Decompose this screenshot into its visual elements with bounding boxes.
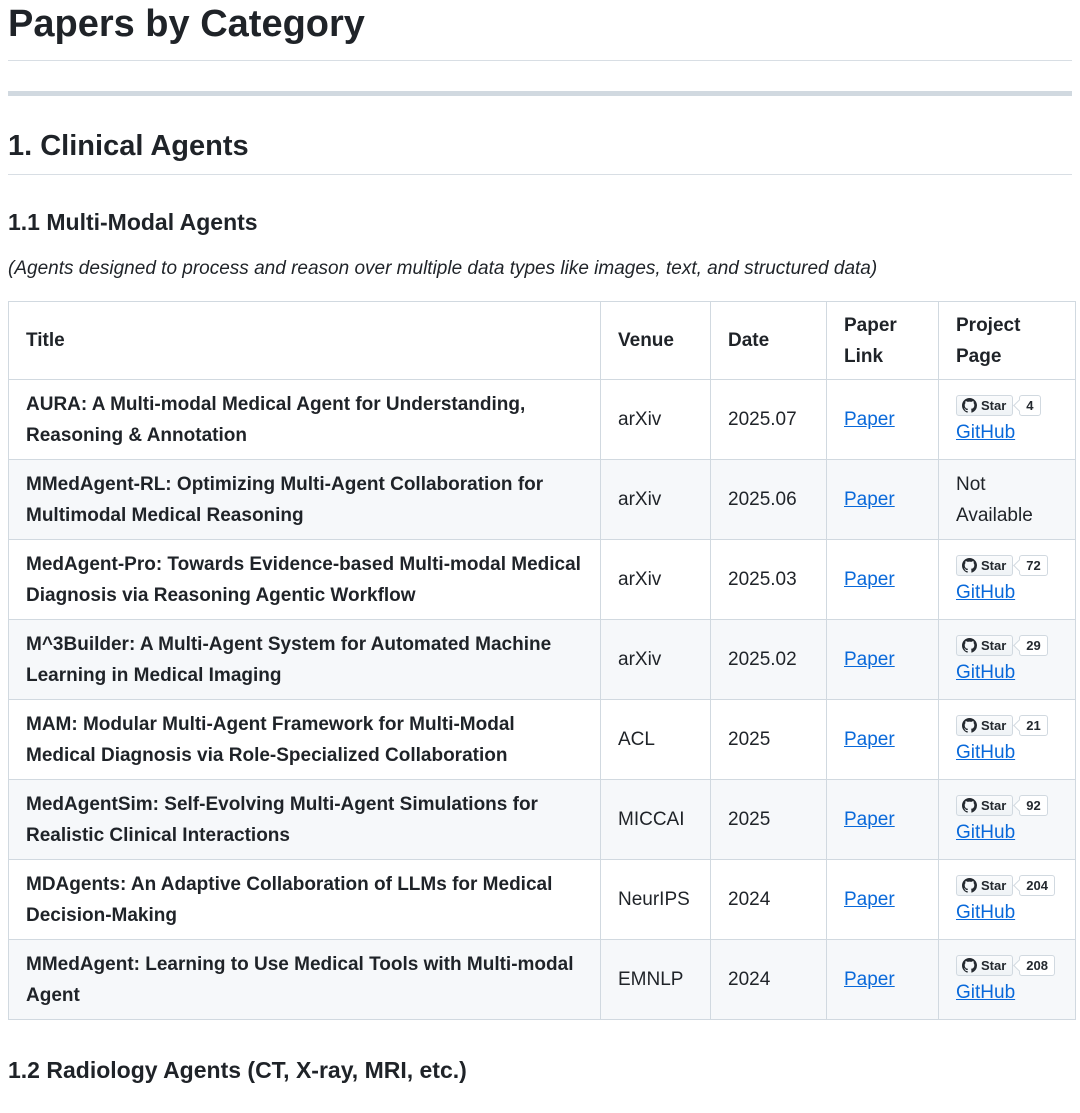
star-label: Star xyxy=(981,958,1007,973)
github-star-badge[interactable] xyxy=(956,395,1041,416)
project-unavailable-text: Not Available xyxy=(956,473,1033,526)
paper-link-cell xyxy=(827,940,939,1020)
column-header-project-page: Project Page xyxy=(939,302,1076,380)
github-link[interactable]: GitHub xyxy=(956,422,1016,443)
paper-title: MedAgent-Pro: Towards Evidence-based Multi-modal Medical Diagnosis via Reasoning Agentic Workflow xyxy=(9,540,601,620)
paper-date: 2025 xyxy=(711,780,827,860)
star-button[interactable] xyxy=(956,795,1013,816)
github-star-badge[interactable] xyxy=(956,875,1055,896)
paper-link[interactable]: Paper xyxy=(844,889,895,910)
github-icon xyxy=(962,638,977,653)
project-page-cell xyxy=(939,940,1076,1020)
paper-venue: arXiv xyxy=(601,460,711,540)
star-button[interactable] xyxy=(956,875,1013,896)
papers-table xyxy=(8,301,1076,1020)
star-count[interactable]: 4 xyxy=(1019,395,1040,416)
star-count[interactable]: 204 xyxy=(1019,875,1055,896)
paper-title: MAM: Modular Multi-Agent Framework for Multi-Modal Medical Diagnosis via Role-Specialized Collaboration xyxy=(9,700,601,780)
paper-link-cell xyxy=(827,700,939,780)
paper-venue: ACL xyxy=(601,700,711,780)
project-page-cell xyxy=(939,460,1076,540)
table-row xyxy=(9,460,1076,540)
star-button[interactable] xyxy=(956,395,1013,416)
github-icon xyxy=(962,398,977,413)
github-icon xyxy=(962,718,977,733)
paper-link[interactable]: Paper xyxy=(844,729,895,750)
table-row xyxy=(9,700,1076,780)
paper-link[interactable]: Paper xyxy=(844,489,895,510)
paper-title: MDAgents: An Adaptive Collaboration of LLMs for Medical Decision-Making xyxy=(9,860,601,940)
paper-venue: arXiv xyxy=(601,380,711,460)
github-star-badge[interactable] xyxy=(956,955,1055,976)
column-header-title: Title xyxy=(9,302,601,380)
github-link[interactable]: GitHub xyxy=(956,982,1016,1003)
paper-venue: NeurIPS xyxy=(601,860,711,940)
paper-link-cell xyxy=(827,540,939,620)
project-page-cell xyxy=(939,780,1076,860)
project-page-cell xyxy=(939,540,1076,620)
column-header-venue: Venue xyxy=(601,302,711,380)
project-page-cell xyxy=(939,860,1076,940)
paper-link-cell xyxy=(827,620,939,700)
paper-link-cell xyxy=(827,380,939,460)
paper-venue: EMNLP xyxy=(601,940,711,1020)
page-title: Papers by Category xyxy=(8,0,1072,61)
paper-link[interactable]: Paper xyxy=(844,569,895,590)
star-count[interactable]: 208 xyxy=(1019,955,1055,976)
star-button[interactable] xyxy=(956,955,1013,976)
project-page-cell xyxy=(939,620,1076,700)
star-label: Star xyxy=(981,718,1007,733)
table-row xyxy=(9,780,1076,860)
paper-venue: arXiv xyxy=(601,620,711,700)
paper-link-cell xyxy=(827,860,939,940)
table-row xyxy=(9,620,1076,700)
github-link[interactable]: GitHub xyxy=(956,662,1016,683)
paper-link-cell xyxy=(827,460,939,540)
paper-link-cell xyxy=(827,780,939,860)
paper-date: 2025 xyxy=(711,700,827,780)
github-star-badge[interactable] xyxy=(956,795,1048,816)
github-icon xyxy=(962,878,977,893)
github-star-badge[interactable] xyxy=(956,715,1048,736)
github-star-badge[interactable] xyxy=(956,635,1048,656)
paper-venue: arXiv xyxy=(601,540,711,620)
paper-title: AURA: A Multi-modal Medical Agent for Understanding, Reasoning & Annotation xyxy=(9,380,601,460)
paper-date: 2025.07 xyxy=(711,380,827,460)
star-label: Star xyxy=(981,798,1007,813)
paper-title: MMedAgent-RL: Optimizing Multi-Agent Collaboration for Multimodal Medical Reasoning xyxy=(9,460,601,540)
project-page-cell xyxy=(939,380,1076,460)
github-link[interactable]: GitHub xyxy=(956,742,1016,763)
github-link[interactable]: GitHub xyxy=(956,822,1016,843)
column-header-date: Date xyxy=(711,302,827,380)
star-label: Star xyxy=(981,878,1007,893)
table-row xyxy=(9,540,1076,620)
table-row xyxy=(9,940,1076,1020)
section-heading-clinical-agents: 1. Clinical Agents xyxy=(8,128,1072,175)
paper-date: 2025.02 xyxy=(711,620,827,700)
star-button[interactable] xyxy=(956,715,1013,736)
paper-date: 2025.06 xyxy=(711,460,827,540)
star-button[interactable] xyxy=(956,555,1013,576)
star-label: Star xyxy=(981,558,1007,573)
paper-title: MMedAgent: Learning to Use Medical Tools with Multi-modal Agent xyxy=(9,940,601,1020)
star-label: Star xyxy=(981,398,1007,413)
github-star-badge[interactable] xyxy=(956,555,1048,576)
star-count[interactable]: 92 xyxy=(1019,795,1047,816)
table-row xyxy=(9,380,1076,460)
horizontal-rule xyxy=(8,91,1072,96)
paper-date: 2024 xyxy=(711,860,827,940)
paper-link[interactable]: Paper xyxy=(844,409,895,430)
paper-link[interactable]: Paper xyxy=(844,809,895,830)
paper-venue: MICCAI xyxy=(601,780,711,860)
github-icon xyxy=(962,798,977,813)
github-icon xyxy=(962,558,977,573)
subsection-description: (Agents designed to process and reason over multiple data types like images, text, and structured data) xyxy=(8,258,878,279)
table-header-row xyxy=(9,302,1076,380)
paper-title: M^3Builder: A Multi-Agent System for Automated Machine Learning in Medical Imaging xyxy=(9,620,601,700)
star-count[interactable]: 29 xyxy=(1019,635,1047,656)
github-link[interactable]: GitHub xyxy=(956,582,1016,603)
github-icon xyxy=(962,958,977,973)
subsection-heading-multi-modal-agents: 1.1 Multi-Modal Agents xyxy=(8,209,258,235)
paper-date: 2025.03 xyxy=(711,540,827,620)
project-page-cell xyxy=(939,700,1076,780)
table-row xyxy=(9,860,1076,940)
paper-title: MedAgentSim: Self-Evolving Multi-Agent Simulations for Realistic Clinical Interactions xyxy=(9,780,601,860)
column-header-paper-link: Paper Link xyxy=(827,302,939,380)
star-button[interactable] xyxy=(956,635,1013,656)
paper-date: 2024 xyxy=(711,940,827,1020)
star-label: Star xyxy=(981,638,1007,653)
star-count[interactable]: 21 xyxy=(1019,715,1047,736)
github-link[interactable]: GitHub xyxy=(956,902,1016,923)
star-count[interactable]: 72 xyxy=(1019,555,1047,576)
subsection-heading-radiology-agents: 1.2 Radiology Agents (CT, X-ray, MRI, etc.) xyxy=(8,1057,467,1083)
paper-link[interactable]: Paper xyxy=(844,649,895,670)
paper-link[interactable]: Paper xyxy=(844,969,895,990)
